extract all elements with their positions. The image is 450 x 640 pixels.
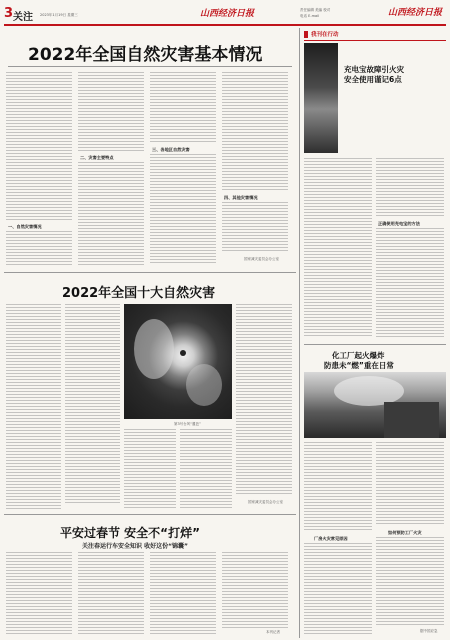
main-title: 2022年全国自然灾害基本情况 [28, 45, 263, 65]
page-header [0, 0, 450, 26]
story2-sub-2: 如何预防工厂火灾 [388, 530, 422, 535]
text-col [150, 72, 216, 144]
tag-label: 我刊在行动 [311, 32, 339, 38]
sub-head-2: 二、灾害主要特点 [80, 155, 114, 160]
photo-caption: 第3号台风“暹芭” [174, 422, 201, 426]
text-col [222, 202, 288, 252]
factory-fire-photo [304, 372, 446, 438]
tag-marker [304, 31, 308, 38]
text-col [78, 72, 144, 152]
second-title: 2022年全国十大自然灾害 [62, 286, 216, 301]
bottom-byline: 本刊记者 [266, 630, 280, 634]
section-divider [4, 272, 296, 273]
typhoon-eye [180, 350, 186, 356]
sub-head-1: 一、自然灾害情况 [8, 224, 42, 229]
text-col [304, 442, 372, 532]
cloud-band [134, 319, 174, 379]
section-divider [4, 514, 296, 515]
sub-head-3: 三、各地区自然灾害 [152, 147, 190, 152]
text-col [376, 228, 444, 338]
cloud-band [186, 364, 222, 406]
text-col [150, 552, 216, 636]
text-col [150, 154, 216, 265]
text-col [6, 552, 72, 636]
story1-title-1: 充电宝故障引火灾 [344, 65, 404, 74]
bottom-title: 平安过春节 安全不“打烊” [60, 526, 200, 540]
sidebar-author: 据中国应急 [420, 629, 438, 633]
text-col [376, 158, 444, 218]
main-article [4, 28, 296, 268]
section-name: 关注 [13, 12, 33, 23]
text-col [222, 552, 288, 628]
story2-title-1: 化工厂起火爆炸 [332, 351, 385, 360]
header-info-1: 责任编辑 美编 校对 [300, 8, 331, 12]
story1-title-2: 安全使用谨记6点 [344, 75, 402, 84]
sub-head-4: 四、其他灾害情况 [224, 195, 258, 200]
brand-right: 山西经济日报 [388, 8, 443, 18]
text-col [376, 537, 444, 627]
text-col [304, 158, 372, 338]
paper-logo: 山西经济日报 [200, 9, 255, 19]
fire-photo [304, 43, 338, 153]
text-col [6, 72, 72, 222]
bottom-subtitle: 关注春运行车安全知识 收好这份“锦囊” [82, 543, 188, 550]
factory-building [384, 402, 439, 438]
date-line: 2023年1月19日 星期三 [40, 13, 78, 17]
story1-sub: 正确使用充电宝的方法 [378, 221, 420, 226]
title-rule [8, 66, 292, 67]
source-1: 国家减灾委员会办公室 [244, 257, 279, 261]
column-divider [299, 28, 300, 638]
story2-title-2: 防患未“燃”重在日常 [324, 361, 394, 370]
story2-sub-1: 厂房火灾常见原因 [314, 536, 348, 541]
text-col [124, 429, 176, 509]
text-col [222, 72, 288, 192]
text-col [376, 442, 444, 526]
page-number: 3 [4, 6, 14, 21]
story-divider [304, 344, 446, 345]
text-col [304, 543, 372, 635]
text-col [6, 231, 72, 265]
typhoon-satellite-photo [124, 304, 232, 419]
header-info-2: 电话 E-mail [300, 14, 320, 18]
text-col [78, 552, 144, 636]
sidebar [302, 28, 448, 638]
text-col [236, 304, 292, 494]
sidebar-tag-rule [304, 40, 446, 41]
bottom-article [4, 516, 296, 638]
header-divider [4, 24, 446, 26]
text-col [180, 429, 232, 509]
source-2: 国家减灾委员会办公室 [248, 500, 283, 504]
text-col [78, 162, 144, 265]
text-col [6, 304, 61, 509]
second-article [4, 274, 296, 512]
text-col [65, 304, 120, 504]
